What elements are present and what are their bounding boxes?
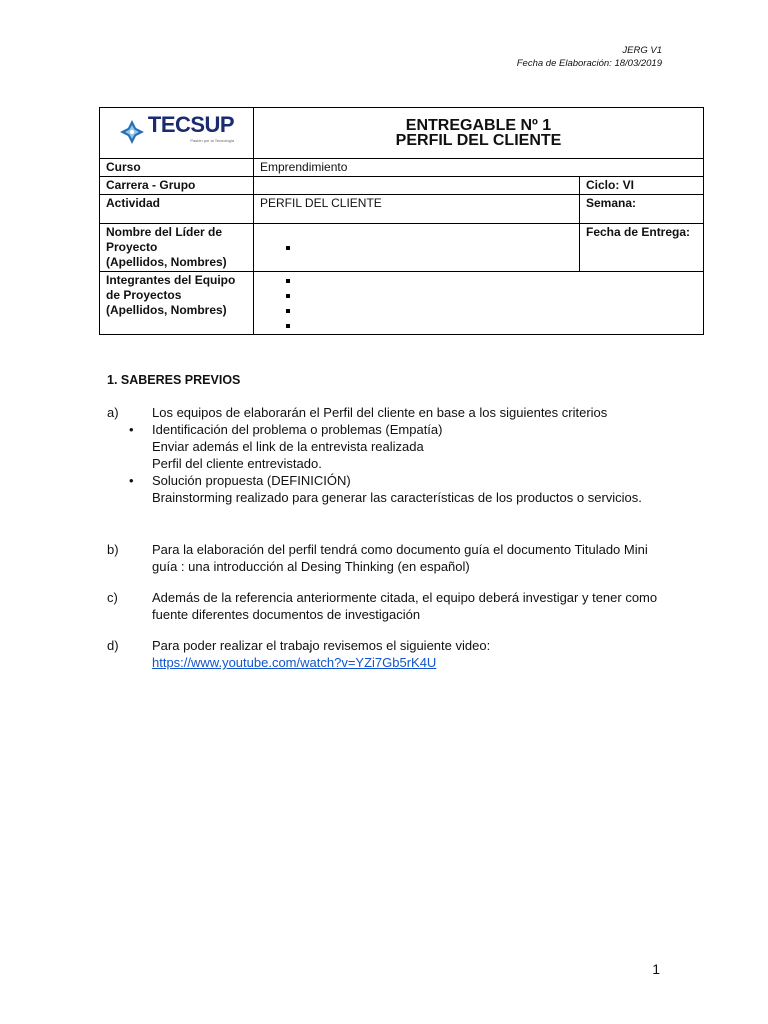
- criteria-definicion-line-1: • Solución propuesta (DEFINICIÓN): [152, 473, 351, 488]
- item-d: [107, 637, 667, 671]
- title-line-1: ENTREGABLE Nº 1: [405, 117, 552, 134]
- document-title: [254, 108, 704, 159]
- logo-tagline: Pasión por la Tecnología: [190, 137, 235, 143]
- integrantes-label-line-1: Integrantes del Equipo: [106, 273, 236, 287]
- list-item: [286, 303, 697, 318]
- lider-label-line-1: Nombre del Líder de: [106, 225, 223, 239]
- youtube-video-link[interactable]: https://www.youtube.com/watch?v=YZi7Gb5rK4U: [152, 655, 437, 670]
- item-a-text: Los equipos de elaborarán el Perfil del cliente en base a los siguientes criterios: [152, 405, 608, 420]
- criteria-empatia-line-2: Enviar además el link de la entrevista realizada: [152, 439, 424, 454]
- lider-label-line-3: (Apellidos, Nombres): [106, 255, 227, 269]
- fecha-entrega-label: Fecha de Entrega:: [580, 224, 704, 272]
- list-item: [286, 288, 697, 303]
- ciclo-label: Ciclo: VI: [580, 177, 704, 195]
- project-info-table: [99, 107, 704, 335]
- item-d-marker: d): [107, 638, 119, 653]
- page-number: 1: [652, 961, 660, 977]
- document-header: [517, 44, 662, 70]
- integrantes-label: [100, 272, 254, 335]
- saberes-previos-section: [107, 372, 667, 671]
- tecsup-logo: [119, 111, 235, 148]
- criteria-empatia-line-1: • Identificación del problema o problemas (Empatía): [152, 422, 443, 437]
- integrantes-label-line-2: de Proyectos: [106, 288, 182, 302]
- lider-value: [254, 224, 580, 272]
- list-item: [286, 273, 697, 288]
- integrantes-value: [254, 272, 704, 335]
- item-d-text: Para poder realizar el trabajo revisemos el siguiente video:: [152, 638, 491, 653]
- criteria-empatia-line-3: Perfil del cliente entrevistado.: [152, 456, 322, 471]
- item-a: [107, 404, 667, 421]
- item-a-marker: a): [107, 405, 119, 420]
- item-d-content: [152, 637, 667, 671]
- list-item: [286, 318, 697, 333]
- document-code: JERG V1: [622, 45, 662, 56]
- elaboration-date: Fecha de Elaboración: 18/03/2019: [516, 58, 662, 69]
- criteria-empatia: [107, 421, 667, 472]
- item-c: [107, 589, 667, 623]
- semana-label: Semana:: [580, 195, 704, 224]
- item-b: [107, 541, 667, 575]
- integrantes-label-line-3: (Apellidos, Nombres): [106, 303, 227, 317]
- item-c-marker: c): [107, 590, 118, 605]
- lider-label-line-2: Proyecto: [106, 240, 158, 254]
- item-a-criteria-list: [107, 421, 667, 506]
- carrera-value: [254, 177, 580, 195]
- list-item: [286, 240, 573, 255]
- carrera-label: Carrera - Grupo: [100, 177, 254, 195]
- actividad-label: Actividad: [100, 195, 254, 224]
- section-title: 1. SABERES PREVIOS: [107, 373, 241, 387]
- logo-cell: [100, 108, 254, 159]
- item-b-marker: b): [107, 542, 119, 557]
- criteria-definicion: [107, 472, 667, 506]
- actividad-value: PERFIL DEL CLIENTE: [254, 195, 580, 224]
- tecsup-emblem-icon: [119, 119, 145, 145]
- curso-value: Emprendimiento: [254, 159, 704, 177]
- curso-label: Curso: [100, 159, 254, 177]
- logo-wordmark: TECSUP: [147, 111, 235, 137]
- item-c-text: Además de la referencia anteriormente citada, el equipo deberá investigar y tener como fuente diferentes documentos de investigación: [152, 590, 658, 622]
- criteria-definicion-line-2: Brainstorming realizado para generar las características de los productos o servicios.: [152, 490, 642, 505]
- item-b-text: Para la elaboración del perfil tendrá como documento guía el documento Titulado Mini guía : una introducción al Desing Thinking (en español): [152, 542, 648, 574]
- lider-bullet-list: [260, 225, 573, 255]
- integrantes-bullet-list: [260, 273, 697, 333]
- title-line-2: PERFIL DEL CLIENTE: [395, 132, 562, 149]
- lider-label: [100, 224, 254, 272]
